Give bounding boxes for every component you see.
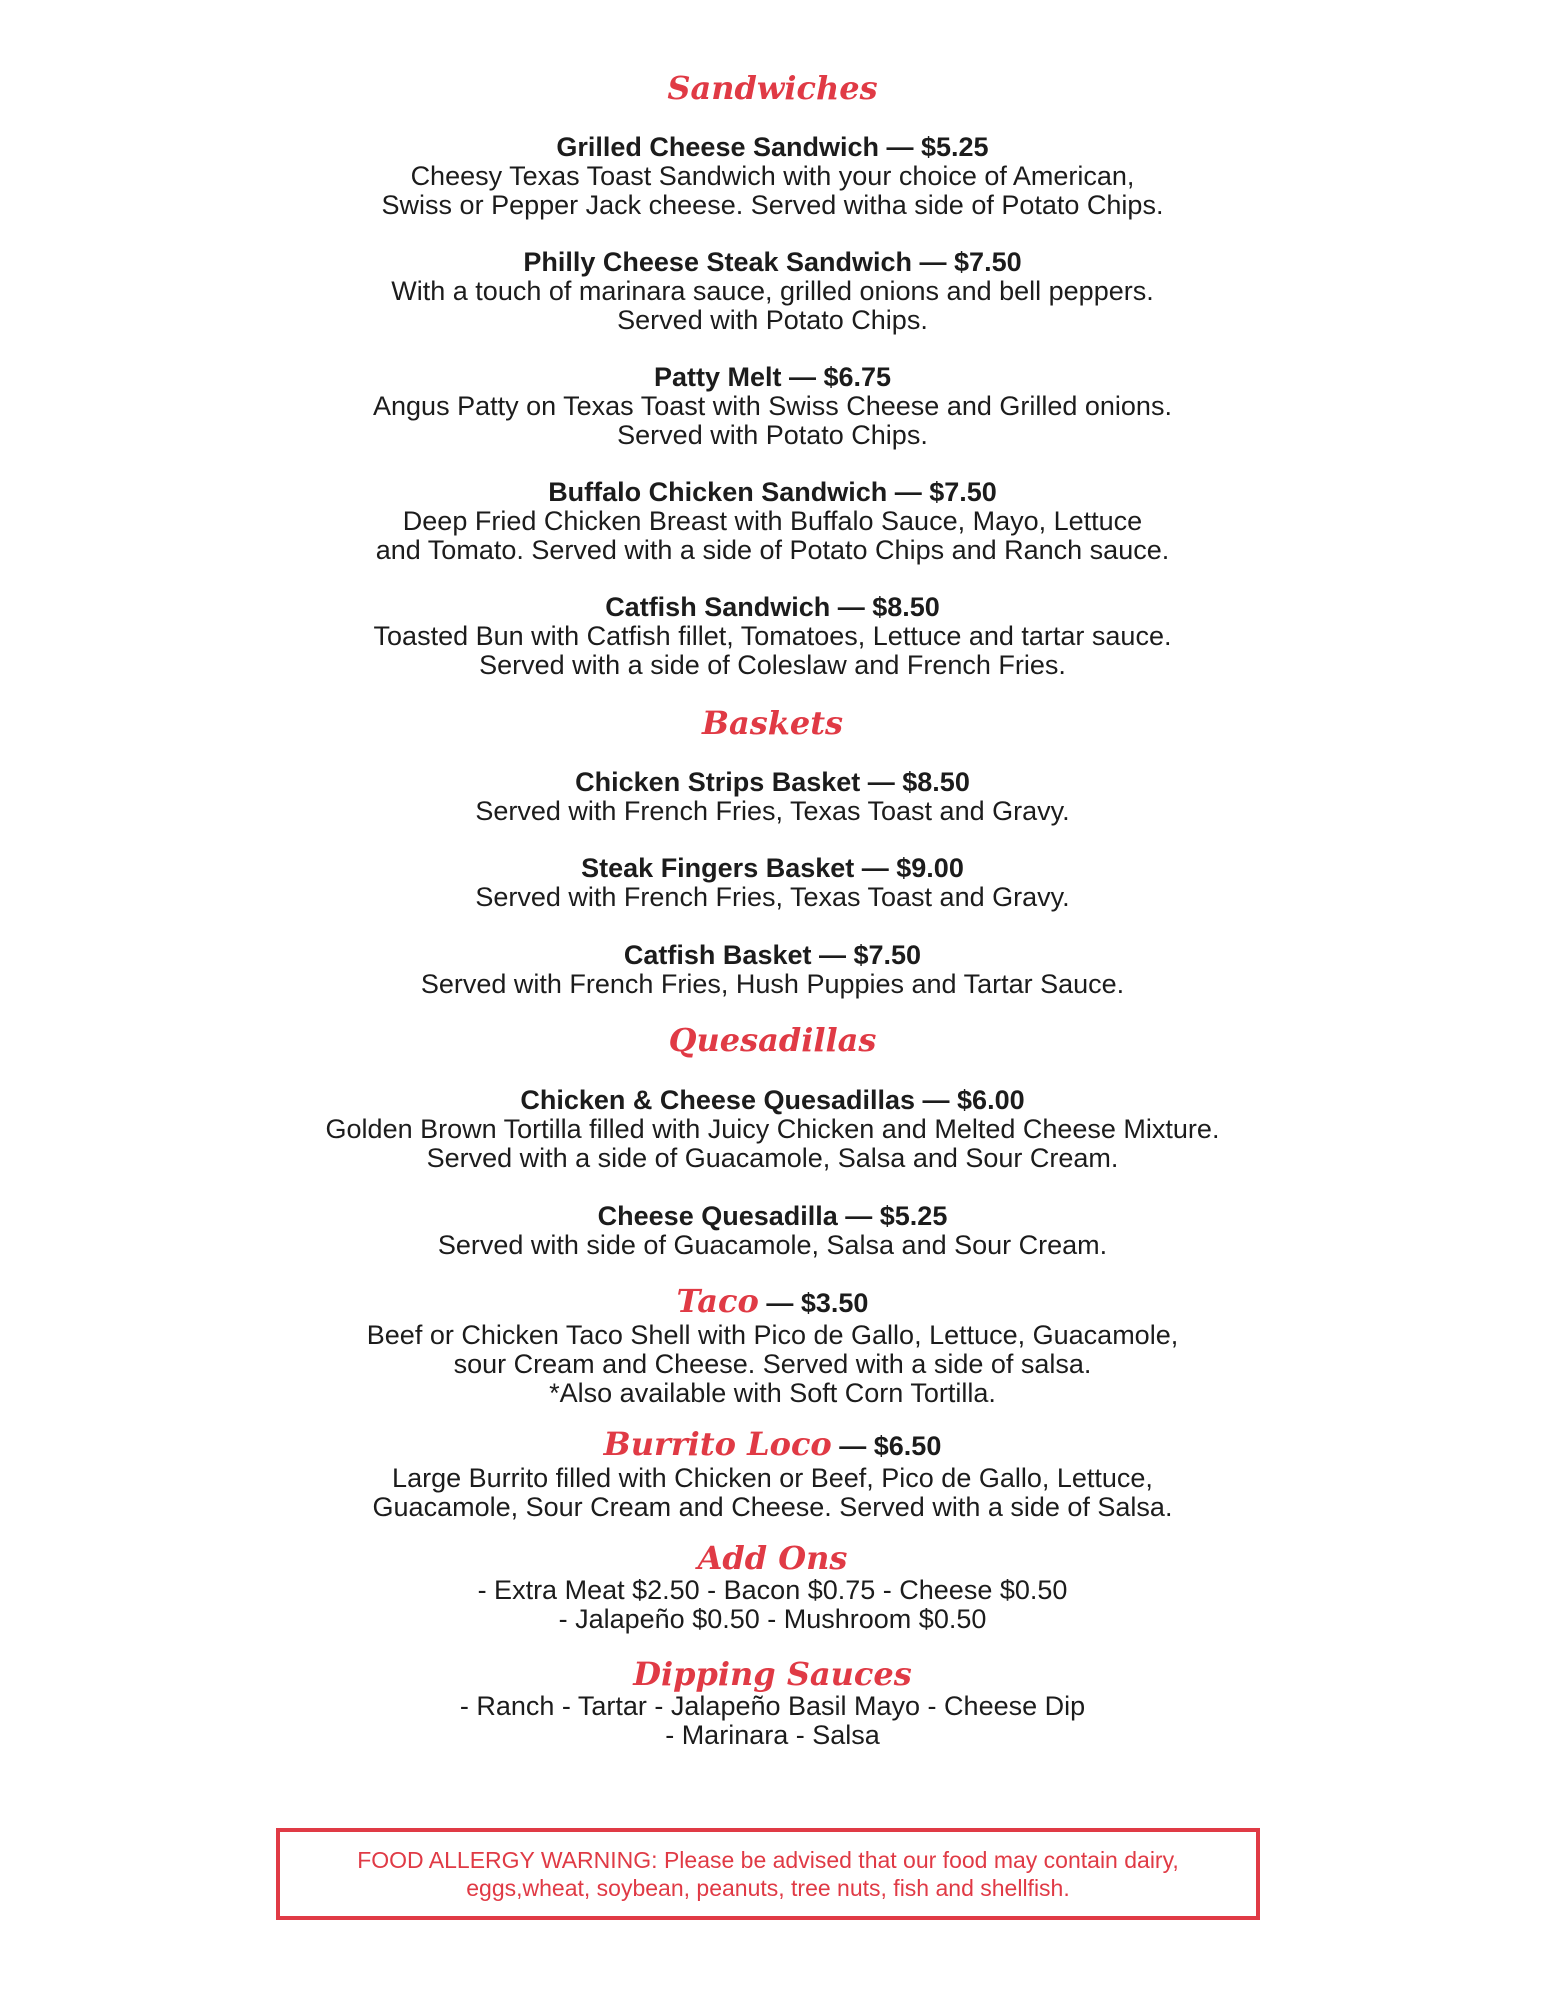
item-description: Angus Patty on Texas Toast with Swiss Cheese and Grilled onions. [373, 391, 1172, 421]
allergy-warning-box [276, 1828, 1260, 1920]
add-ons-section [0, 1540, 1545, 1634]
dipping-sauces-line: - Ranch - Tartar - Jalapeño Basil Mayo - Cheese Dip [459, 1691, 1086, 1721]
baskets-section [0, 703, 1545, 743]
item-description: sour Cream and Cheese. Served with a side of salsa. [453, 1349, 1092, 1379]
item-description: Served with side of Guacamole, Salsa and Sour Cream. [437, 1230, 1108, 1260]
sandwiches-section [0, 68, 1545, 108]
add-ons-line: - Jalapeño $0.50 - Mushroom $0.50 [558, 1604, 987, 1634]
item-description: Served with a side of Coleslaw and French Fries. [479, 650, 1066, 680]
menu-item [0, 1201, 1545, 1260]
item-description: Cheesy Texas Toast Sandwich with your choice of American, [410, 161, 1135, 191]
item-name: Cheese Quesadilla — $5.25 [597, 1201, 948, 1231]
item-description: Beef or Chicken Taco Shell with Pico de Gallo, Lettuce, Guacamole, [366, 1320, 1179, 1350]
menu-item [0, 853, 1545, 912]
burrito-price: — $6.50 [831, 1431, 942, 1461]
menu-item [0, 477, 1545, 565]
item-description: Served with Potato Chips. [617, 420, 928, 450]
dipping-sauces-line: - Marinara - Salsa [665, 1720, 880, 1750]
section-title-sandwiches: Sandwiches [667, 69, 878, 107]
item-name: Catfish Sandwich — $8.50 [605, 592, 940, 622]
allergy-warning-text: eggs,wheat, soybean, peanuts, tree nuts, fish and shellfish. [466, 1875, 1070, 1901]
item-name: Patty Melt — $6.75 [653, 362, 892, 392]
dipping-sauces-section [0, 1656, 1545, 1750]
item-name: Chicken & Cheese Quesadillas — $6.00 [520, 1085, 1025, 1115]
item-description: Served with French Fries, Texas Toast and Gravy. [475, 796, 1070, 826]
burrito-item [0, 1426, 1545, 1522]
menu-item [0, 247, 1545, 335]
item-description: Served with French Fries, Hush Puppies and Tartar Sauce. [420, 969, 1125, 999]
item-name: Steak Fingers Basket — $9.00 [581, 853, 964, 883]
item-name: Catfish Basket — $7.50 [623, 940, 922, 970]
section-title-add-ons: Add Ons [697, 1539, 848, 1577]
item-name: Philly Cheese Steak Sandwich — $7.50 [523, 247, 1022, 277]
menu-item [0, 767, 1545, 826]
item-name: Chicken Strips Basket — $8.50 [575, 767, 970, 797]
menu-item [0, 132, 1545, 220]
item-description: *Also available with Soft Corn Tortilla. [549, 1378, 996, 1408]
menu-item [0, 362, 1545, 450]
item-description: Deep Fried Chicken Breast with Buffalo Sauce, Mayo, Lettuce [402, 506, 1143, 536]
allergy-warning-text: FOOD ALLERGY WARNING: Please be advised that our food may contain dairy, [357, 1847, 1179, 1873]
item-description: Served with French Fries, Texas Toast and Gravy. [475, 882, 1070, 912]
section-title-dipping-sauces: Dipping Sauces [633, 1655, 912, 1693]
burrito-title: Burrito Loco [603, 1425, 832, 1463]
item-description: Golden Brown Tortilla filled with Juicy Chicken and Melted Cheese Mixture. [325, 1114, 1220, 1144]
item-description: and Tomato. Served with a side of Potato Chips and Ranch sauce. [375, 535, 1170, 565]
menu-item [0, 592, 1545, 680]
taco-price: — $3.50 [758, 1288, 869, 1318]
quesadillas-section [0, 1020, 1545, 1060]
item-name: Buffalo Chicken Sandwich — $7.50 [548, 477, 997, 507]
taco-title: Taco [676, 1282, 759, 1320]
burrito-heading [0, 1426, 1545, 1464]
item-description: Guacamole, Sour Cream and Cheese. Served with a side of Salsa. [372, 1492, 1173, 1522]
item-name: Grilled Cheese Sandwich — $5.25 [556, 132, 989, 162]
add-ons-line: - Extra Meat $2.50 - Bacon $0.75 - Cheese $0.50 [477, 1575, 1068, 1605]
menu-item [0, 940, 1545, 999]
taco-item [0, 1283, 1545, 1408]
section-title-quesadillas: Quesadillas [668, 1021, 877, 1059]
section-title-baskets: Baskets [701, 704, 844, 742]
item-description: Served with Potato Chips. [617, 305, 928, 335]
item-description: Large Burrito filled with Chicken or Beef, Pico de Gallo, Lettuce, [392, 1463, 1153, 1493]
item-description: Swiss or Pepper Jack cheese. Served witha side of Potato Chips. [381, 190, 1164, 220]
item-description: Toasted Bun with Catfish fillet, Tomatoes, Lettuce and tartar sauce. [373, 621, 1172, 651]
item-description: Served with a side of Guacamole, Salsa and Sour Cream. [426, 1143, 1119, 1173]
menu-item [0, 1085, 1545, 1173]
item-description: With a touch of marinara sauce, grilled onions and bell peppers. [391, 276, 1154, 306]
taco-heading [0, 1283, 1545, 1321]
